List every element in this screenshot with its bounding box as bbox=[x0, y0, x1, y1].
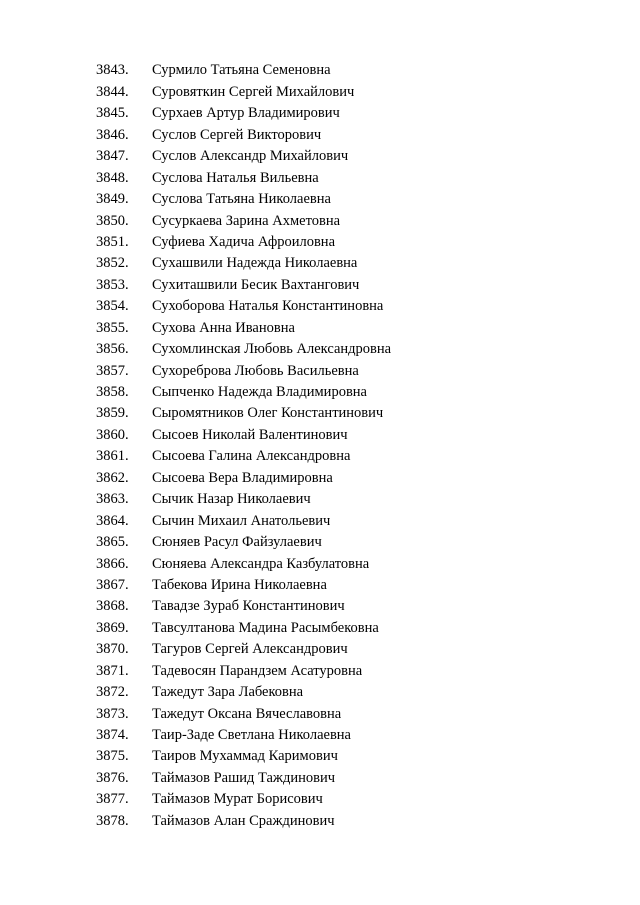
entry-number: 3870. bbox=[96, 641, 129, 658]
entry-name: Тажедут Зара Лабековна bbox=[152, 684, 304, 701]
entry-number: 3866. bbox=[96, 555, 129, 572]
entry-name: Таир-Заде Светлана Николаевна bbox=[152, 727, 351, 744]
entry-name: Тадевосян Парандзем Асатуровна bbox=[152, 662, 363, 679]
list-item bbox=[96, 553, 616, 574]
list-item bbox=[96, 703, 616, 724]
entry-number: 3872. bbox=[96, 684, 129, 701]
entry-number: 3873. bbox=[96, 705, 129, 722]
list-item bbox=[96, 146, 616, 167]
entry-name: Сюняева Александра Казбулатовна bbox=[152, 555, 370, 572]
list-item bbox=[96, 360, 616, 381]
entry-number: 3856. bbox=[96, 341, 129, 358]
entry-name: Сыромятников Олег Константинович bbox=[152, 405, 384, 422]
entry-number: 3848. bbox=[96, 169, 129, 186]
entry-number: 3867. bbox=[96, 576, 129, 593]
entry-number: 3857. bbox=[96, 362, 129, 379]
entry-name: Сухова Анна Ивановна bbox=[152, 319, 295, 336]
entry-name: Тавсултанова Мадина Расымбековна bbox=[152, 619, 379, 636]
entry-name: Суслова Наталья Вильевна bbox=[152, 169, 319, 186]
list-item bbox=[96, 617, 616, 638]
list-item bbox=[96, 317, 616, 338]
entry-number: 3843. bbox=[96, 62, 129, 79]
list-item bbox=[96, 789, 616, 810]
entry-name: Сухашвили Надежда Николаевна bbox=[152, 255, 358, 272]
entry-number: 3865. bbox=[96, 534, 129, 551]
list-item bbox=[96, 446, 616, 467]
entry-name: Сычин Михаил Анатольевич bbox=[152, 512, 331, 529]
entry-number: 3844. bbox=[96, 83, 129, 100]
list-item bbox=[96, 682, 616, 703]
entry-name: Сысоев Николай Валентинович bbox=[152, 426, 348, 443]
list-item bbox=[96, 189, 616, 210]
list-item bbox=[96, 660, 616, 681]
list-item bbox=[96, 296, 616, 317]
list-item bbox=[96, 725, 616, 746]
list-item bbox=[96, 532, 616, 553]
entry-name: Суслов Александр Михайлович bbox=[152, 148, 349, 165]
entry-name: Тажедут Оксана Вячеславовна bbox=[152, 705, 342, 722]
entry-number: 3851. bbox=[96, 233, 129, 250]
entry-number: 3852. bbox=[96, 255, 129, 272]
entry-number: 3859. bbox=[96, 405, 129, 422]
entry-name: Сухоборова Наталья Константиновна bbox=[152, 298, 384, 315]
entry-name: Сухореброва Любовь Васильевна bbox=[152, 362, 359, 379]
list-item bbox=[96, 767, 616, 788]
list-item bbox=[96, 403, 616, 424]
entry-number: 3871. bbox=[96, 662, 129, 679]
entry-number: 3849. bbox=[96, 191, 129, 208]
list-item bbox=[96, 232, 616, 253]
entry-name: Сухомлинская Любовь Александровна bbox=[152, 341, 392, 358]
list-item bbox=[96, 339, 616, 360]
list-item bbox=[96, 274, 616, 295]
entry-name: Таймазов Рашид Таждинович bbox=[152, 769, 335, 786]
entry-number: 3877. bbox=[96, 791, 129, 808]
entry-number: 3868. bbox=[96, 598, 129, 615]
list-item bbox=[96, 596, 616, 617]
entry-name: Суфиева Хадича Афроиловна bbox=[152, 233, 336, 250]
entry-name: Таиров Мухаммад Каримович bbox=[152, 748, 338, 765]
list-item bbox=[96, 60, 616, 81]
list-item bbox=[96, 639, 616, 660]
list-item bbox=[96, 167, 616, 188]
entry-name: Сысоева Галина Александровна bbox=[152, 448, 351, 465]
entry-name: Суслов Сергей Викторович bbox=[152, 126, 322, 143]
entry-number: 3853. bbox=[96, 276, 129, 293]
entry-number: 3862. bbox=[96, 469, 129, 486]
entry-number: 3847. bbox=[96, 148, 129, 165]
list-item bbox=[96, 124, 616, 145]
list-item bbox=[96, 253, 616, 274]
entry-name: Тагуров Сергей Александрович bbox=[152, 641, 348, 658]
entry-number: 3861. bbox=[96, 448, 129, 465]
entry-number: 3863. bbox=[96, 491, 129, 508]
name-list bbox=[96, 60, 616, 832]
entry-number: 3869. bbox=[96, 619, 129, 636]
entry-name: Сурхаев Артур Владимирович bbox=[152, 105, 340, 122]
list-item bbox=[96, 103, 616, 124]
list-item bbox=[96, 81, 616, 102]
entry-number: 3878. bbox=[96, 812, 129, 829]
entry-name: Сычик Назар Николаевич bbox=[152, 491, 311, 508]
entry-name: Суровяткин Сергей Михайлович bbox=[152, 83, 355, 100]
entry-name: Суслова Татьяна Николаевна bbox=[152, 191, 331, 208]
list-item bbox=[96, 810, 616, 831]
entry-number: 3855. bbox=[96, 319, 129, 336]
list-item bbox=[96, 510, 616, 531]
entry-number: 3845. bbox=[96, 105, 129, 122]
entry-number: 3858. bbox=[96, 384, 129, 401]
entry-number: 3860. bbox=[96, 426, 129, 443]
entry-name: Таймазов Алан Сраждинович bbox=[152, 812, 335, 829]
list-item bbox=[96, 575, 616, 596]
list-item bbox=[96, 746, 616, 767]
entry-name: Сюняев Расул Файзулаевич bbox=[152, 534, 322, 551]
entry-number: 3850. bbox=[96, 212, 129, 229]
list-item bbox=[96, 424, 616, 445]
list-item bbox=[96, 210, 616, 231]
list-item bbox=[96, 382, 616, 403]
entry-number: 3854. bbox=[96, 298, 129, 315]
entry-number: 3874. bbox=[96, 727, 129, 744]
entry-name: Табекова Ирина Николаевна bbox=[152, 576, 327, 593]
entry-name: Сухиташвили Бесик Вахтангович bbox=[152, 276, 360, 293]
entry-name: Сурмило Татьяна Семеновна bbox=[152, 62, 331, 79]
entry-number: 3875. bbox=[96, 748, 129, 765]
entry-number: 3876. bbox=[96, 769, 129, 786]
entry-name: Сыпченко Надежда Владимировна bbox=[152, 384, 367, 401]
entry-name: Таймазов Мурат Борисович bbox=[152, 791, 323, 808]
entry-number: 3846. bbox=[96, 126, 129, 143]
entry-name: Тавадзе Зураб Константинович bbox=[152, 598, 345, 615]
list-item bbox=[96, 489, 616, 510]
entry-name: Сусуркаева Зарина Ахметовна bbox=[152, 212, 341, 229]
entry-name: Сысоева Вера Владимировна bbox=[152, 469, 333, 486]
entry-number: 3864. bbox=[96, 512, 129, 529]
list-item bbox=[96, 467, 616, 488]
